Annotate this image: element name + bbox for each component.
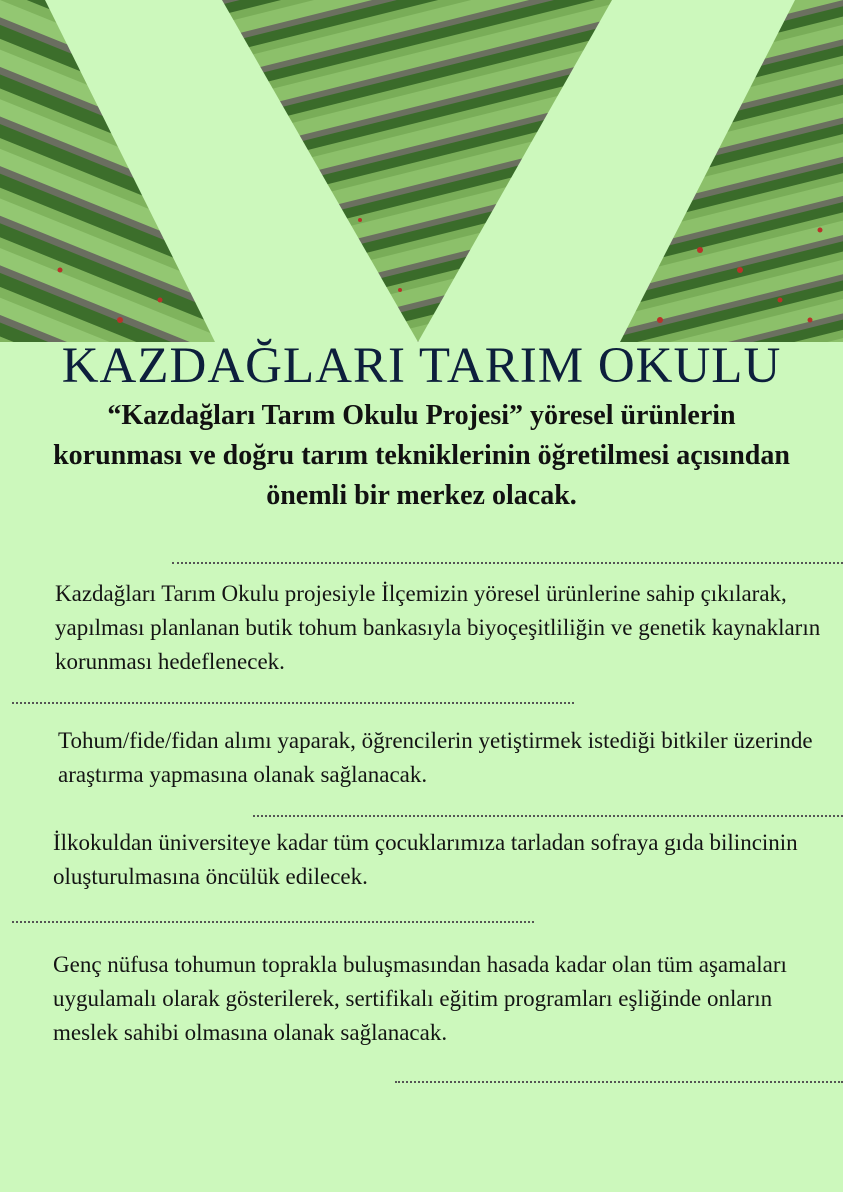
dotted-divider bbox=[172, 562, 843, 564]
paragraph-food-awareness: İlkokuldan üniversiteye kadar tüm çocuklarımıza tarladan sofraya gıda bilincinin oluşturulmasına öncülük edilecek. bbox=[53, 830, 798, 889]
paragraph-seed-bank: Kazdağları Tarım Okulu projesiyle İlçemizin yöresel ürünlerine sahip çıkılarak, yapılması planlanan butik tohum bankasıyla biyoçeşitliliğin ve genetik kaynakların korunması hedeflenecek. bbox=[55, 581, 821, 674]
paragraph-seedlings: Tohum/fide/fidan alımı yaparak, öğrencilerin yetiştirmek istediği bitkiler üzerinde araştırma yapmasına olanak sağlanacak. bbox=[58, 728, 813, 787]
page-subtitle: “Kazdağları Tarım Okulu Projesi” yöresel ürünlerin korunması ve doğru tarım tekniklerinin öğretilmesi açısından önemli bir merkez olacak. bbox=[53, 400, 790, 511]
dotted-divider bbox=[12, 702, 574, 704]
field-left bbox=[0, 0, 215, 342]
field-banner bbox=[0, 0, 843, 342]
dotted-divider bbox=[12, 921, 534, 923]
page-title: KAZDAĞLARI TARIM OKULU bbox=[61, 338, 782, 394]
dotted-divider bbox=[395, 1081, 843, 1083]
strawberry-field-photo bbox=[0, 0, 843, 342]
field-right bbox=[620, 0, 843, 342]
field-middle bbox=[222, 0, 612, 342]
paragraph-youth-training: Genç nüfusa tohumun toprakla buluşmasından hasada kadar olan tüm aşamaları uygulamalı olarak gösterilerek, sertifikalı eğitim programları eşliğinde onların meslek sahibi olmasına olanak sağlanacak. bbox=[53, 952, 787, 1045]
dotted-divider bbox=[253, 815, 843, 817]
